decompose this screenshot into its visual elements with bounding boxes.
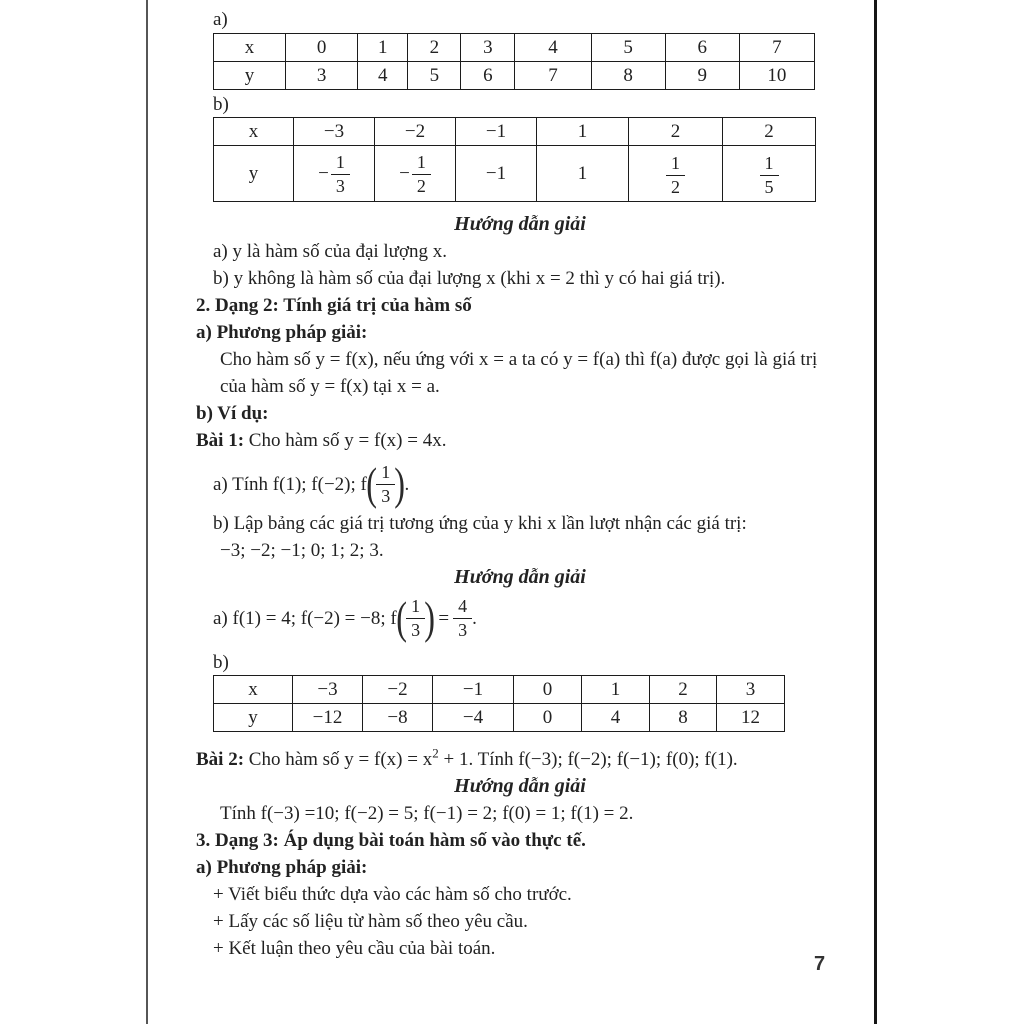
table-cell: 0 xyxy=(514,704,582,732)
table-cell: −3 xyxy=(294,118,375,146)
table-cell: −2 xyxy=(375,118,456,146)
table-cell: x xyxy=(214,118,294,146)
table-cell: −2 xyxy=(363,676,433,704)
table-cell: 3 xyxy=(461,34,515,62)
section3-title: 3. Dạng 3: Áp dụng bài toán hàm số vào thực tế. xyxy=(196,830,586,851)
table-cell: 0 xyxy=(514,676,582,704)
table-cell: 3 xyxy=(286,62,358,90)
section2-method-label: a) Phương pháp giải: xyxy=(196,322,368,343)
table-cell: 9 xyxy=(665,62,739,90)
table-cell-fraction: − $\frac{1}{3}$ xyxy=(294,146,375,202)
table-cell: 1 xyxy=(537,118,629,146)
section2-title: 2. Dạng 2: Tính giá trị của hàm số xyxy=(196,295,472,316)
table-cell: 5 xyxy=(408,62,461,90)
solution-line-a: a) y là hàm số của đại lượng x. xyxy=(213,241,448,262)
table-cell: x xyxy=(214,676,293,704)
table-cell: 2 xyxy=(723,118,816,146)
exercise1-solution-table xyxy=(213,675,785,732)
fraction: $\frac{1}{3}$ xyxy=(376,462,395,506)
exercise1-part-b: b) Lập bảng các giá trị tương ứng của y khi x lần lượt nhận các giá trị: xyxy=(213,513,747,534)
table-cell: 7 xyxy=(515,62,591,90)
exercise1-part-b-values: −3; −2; −1; 0; 1; 2; 3. xyxy=(220,540,384,561)
table-cell: 3 xyxy=(717,676,785,704)
table-cell: 8 xyxy=(650,704,717,732)
table-row xyxy=(214,34,815,62)
table-row xyxy=(214,676,785,704)
solution-line-b: b) y không là hàm số của đại lượng x (khi x = 2 thì y có hai giá trị). xyxy=(213,268,726,289)
exercise2-statement: Bài 2: Cho hàm số $y = f(x) = x^2 + 1$. Tính f(−3); f(−2); f(−1); f(0); f(1). xyxy=(196,745,738,770)
table-row xyxy=(214,704,785,732)
table-a xyxy=(213,33,815,90)
table-row xyxy=(214,118,816,146)
table-cell: x xyxy=(214,34,286,62)
table-cell: 10 xyxy=(739,62,814,90)
table-cell: 1 xyxy=(582,676,650,704)
exercise2-solution: Tính f(−3) =10; f(−2) = 5; f(−1) = 2; f(0) = 1; f(1) = 2. xyxy=(220,803,634,824)
page-number: 7 xyxy=(814,953,826,975)
table-cell-fraction: − $\frac{1}{2}$ xyxy=(375,146,456,202)
table-cell: −1 xyxy=(456,118,537,146)
table-cell: 1 xyxy=(358,34,408,62)
table-row xyxy=(214,62,815,90)
table-b-label: b) xyxy=(213,94,229,115)
table-cell: −12 xyxy=(293,704,363,732)
exercise1-statement: Bài 1: Cho hàm số y = f(x) = 4x. xyxy=(196,430,447,451)
table-cell: 2 xyxy=(650,676,717,704)
table-cell: y xyxy=(214,62,286,90)
exercise1-label: Bài 1: xyxy=(196,430,245,451)
section3-bullet: + Lấy các số liệu từ hàm số theo yêu cầu. xyxy=(213,911,528,932)
exercise2-label: Bài 2: xyxy=(196,749,245,770)
exercise1-part-a: a) Tính f(1); f(−2); f ( $\frac{1}{3}$ ) . xyxy=(213,458,410,509)
table-cell: 6 xyxy=(665,34,739,62)
section2-example-label: b) Ví dụ: xyxy=(196,403,269,424)
table-cell: −1 xyxy=(433,676,514,704)
table-cell-fraction: $\frac{1}{2}$ xyxy=(629,146,723,202)
table-cell-fraction: $\frac{1}{5}$ xyxy=(723,146,816,202)
table-cell: 6 xyxy=(461,62,515,90)
table-cell: −4 xyxy=(433,704,514,732)
section3-bullet: + Kết luận theo yêu cầu của bài toán. xyxy=(213,938,496,959)
superscript: 2 xyxy=(432,745,439,761)
page-left-edge-line xyxy=(146,0,148,1024)
table-b xyxy=(213,117,816,202)
table-cell: 0 xyxy=(286,34,358,62)
right-paren: ) xyxy=(424,592,436,643)
right-paren: ) xyxy=(394,458,406,509)
table-cell: 4 xyxy=(358,62,408,90)
table-row xyxy=(214,146,816,202)
solution-heading: Hướng dẫn giải xyxy=(454,213,586,235)
table-cell: 4 xyxy=(582,704,650,732)
page-right-edge-line xyxy=(874,0,877,1024)
fraction: $\frac{4}{3}$ xyxy=(453,596,472,640)
left-paren: ( xyxy=(396,592,407,643)
section2-method-text: Cho hàm số y = f(x), nếu ứng với x = a ta có y = f(a) thì f(a) được gọi là giá trị của hàm số y = f(x) tại x = a. xyxy=(220,349,818,397)
table-cell: 4 xyxy=(515,34,591,62)
exercise1-solution-a: a) f(1) = 4; f(−2) = −8; f ( $\frac{1}{3}$ ) = $\frac{4}{3}$ . xyxy=(213,592,477,643)
table-cell: y xyxy=(214,704,293,732)
table-cell: 8 xyxy=(591,62,665,90)
table-cell: 7 xyxy=(739,34,814,62)
section3-method-label: a) Phương pháp giải: xyxy=(196,857,368,878)
solution-heading: Hướng dẫn giải xyxy=(454,566,586,588)
table-cell: y xyxy=(214,146,294,202)
table-cell: −8 xyxy=(363,704,433,732)
section3-bullet: + Viết biểu thức dựa vào các hàm số cho trước. xyxy=(213,884,572,905)
table-a-label: a) xyxy=(213,9,228,30)
table-cell: −3 xyxy=(293,676,363,704)
left-paren: ( xyxy=(366,458,377,509)
table-cell: 12 xyxy=(717,704,785,732)
table-cell: 5 xyxy=(591,34,665,62)
table-cell: −1 xyxy=(456,146,537,202)
table-cell: 2 xyxy=(408,34,461,62)
exercise1-table-label: b) xyxy=(213,652,229,673)
table-cell: 2 xyxy=(629,118,723,146)
table-cell: 1 xyxy=(537,146,629,202)
solution-heading: Hướng dẫn giải xyxy=(454,775,586,797)
fraction: $\frac{1}{3}$ xyxy=(406,596,425,640)
page-content xyxy=(196,0,844,962)
